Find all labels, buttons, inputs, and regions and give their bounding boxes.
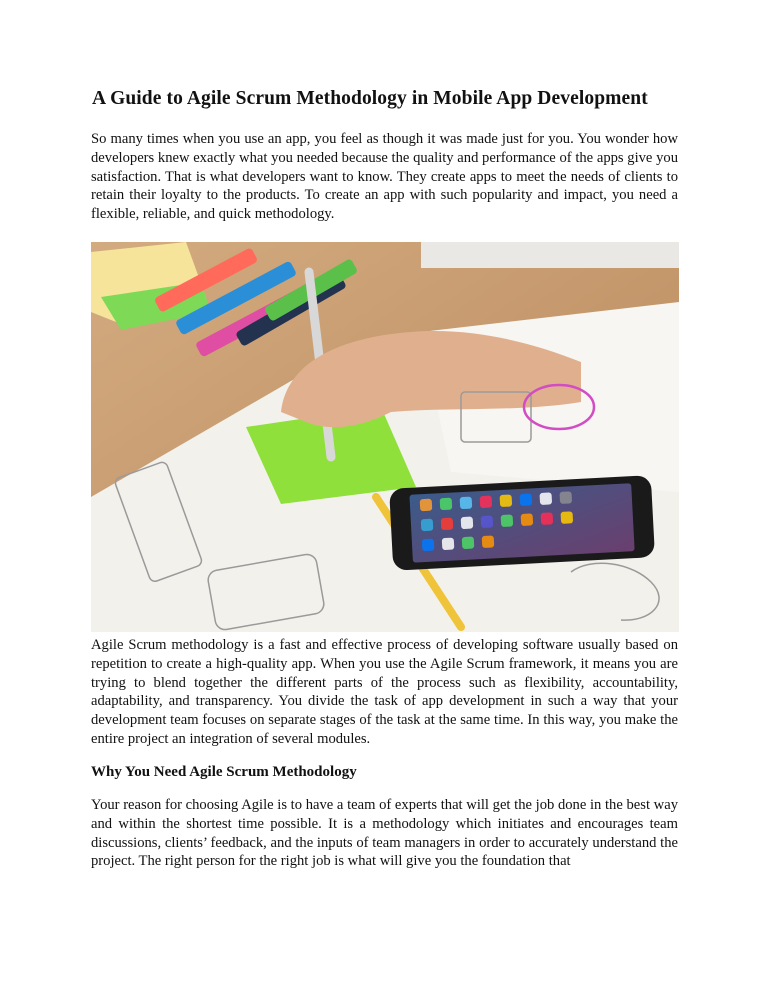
section-heading: Why You Need Agile Scrum Methodology bbox=[91, 764, 357, 780]
intro-paragraph: So many times when you use an app, you feel as though it was made just for you. You wonder how developers knew exactly what you needed because the quality and performance of the apps give you satisfaction. That is what developers want to know. They create apps to meet the needs of clients to retain their loyalty to the products. To create an app with such popularity and impact, you need a flexible, reliable, and quick methodology. bbox=[91, 131, 678, 223]
smartphone bbox=[389, 475, 655, 571]
keyboard bbox=[421, 242, 679, 268]
agile-paragraph: Agile Scrum methodology is a fast and effective process of developing software usually based on repetition to create a high-quality app. When you use the Agile Scrum framework, it means you are trying to blend together the different parts of the process such as flexibility, accountability, adaptability, and transparency. You divide the task of app development in such a way that your development team focuses on separate stages of the task at the same time. In this way, you make the entire project an integration of several modules. bbox=[91, 637, 678, 747]
document-title: A Guide to Agile Scrum Methodology in Mobile App Development bbox=[92, 88, 648, 109]
hero-photo bbox=[91, 242, 679, 632]
why-paragraph: Your reason for choosing Agile is to have a team of experts that will get the job done in the best way and within the shortest time possible. It is a methodology which initiates and encourages team discussions, clients’ feedback, and the inputs of team managers in order to accurately understand the project. The right person for the right job is what will give you the foundation that bbox=[91, 797, 678, 870]
